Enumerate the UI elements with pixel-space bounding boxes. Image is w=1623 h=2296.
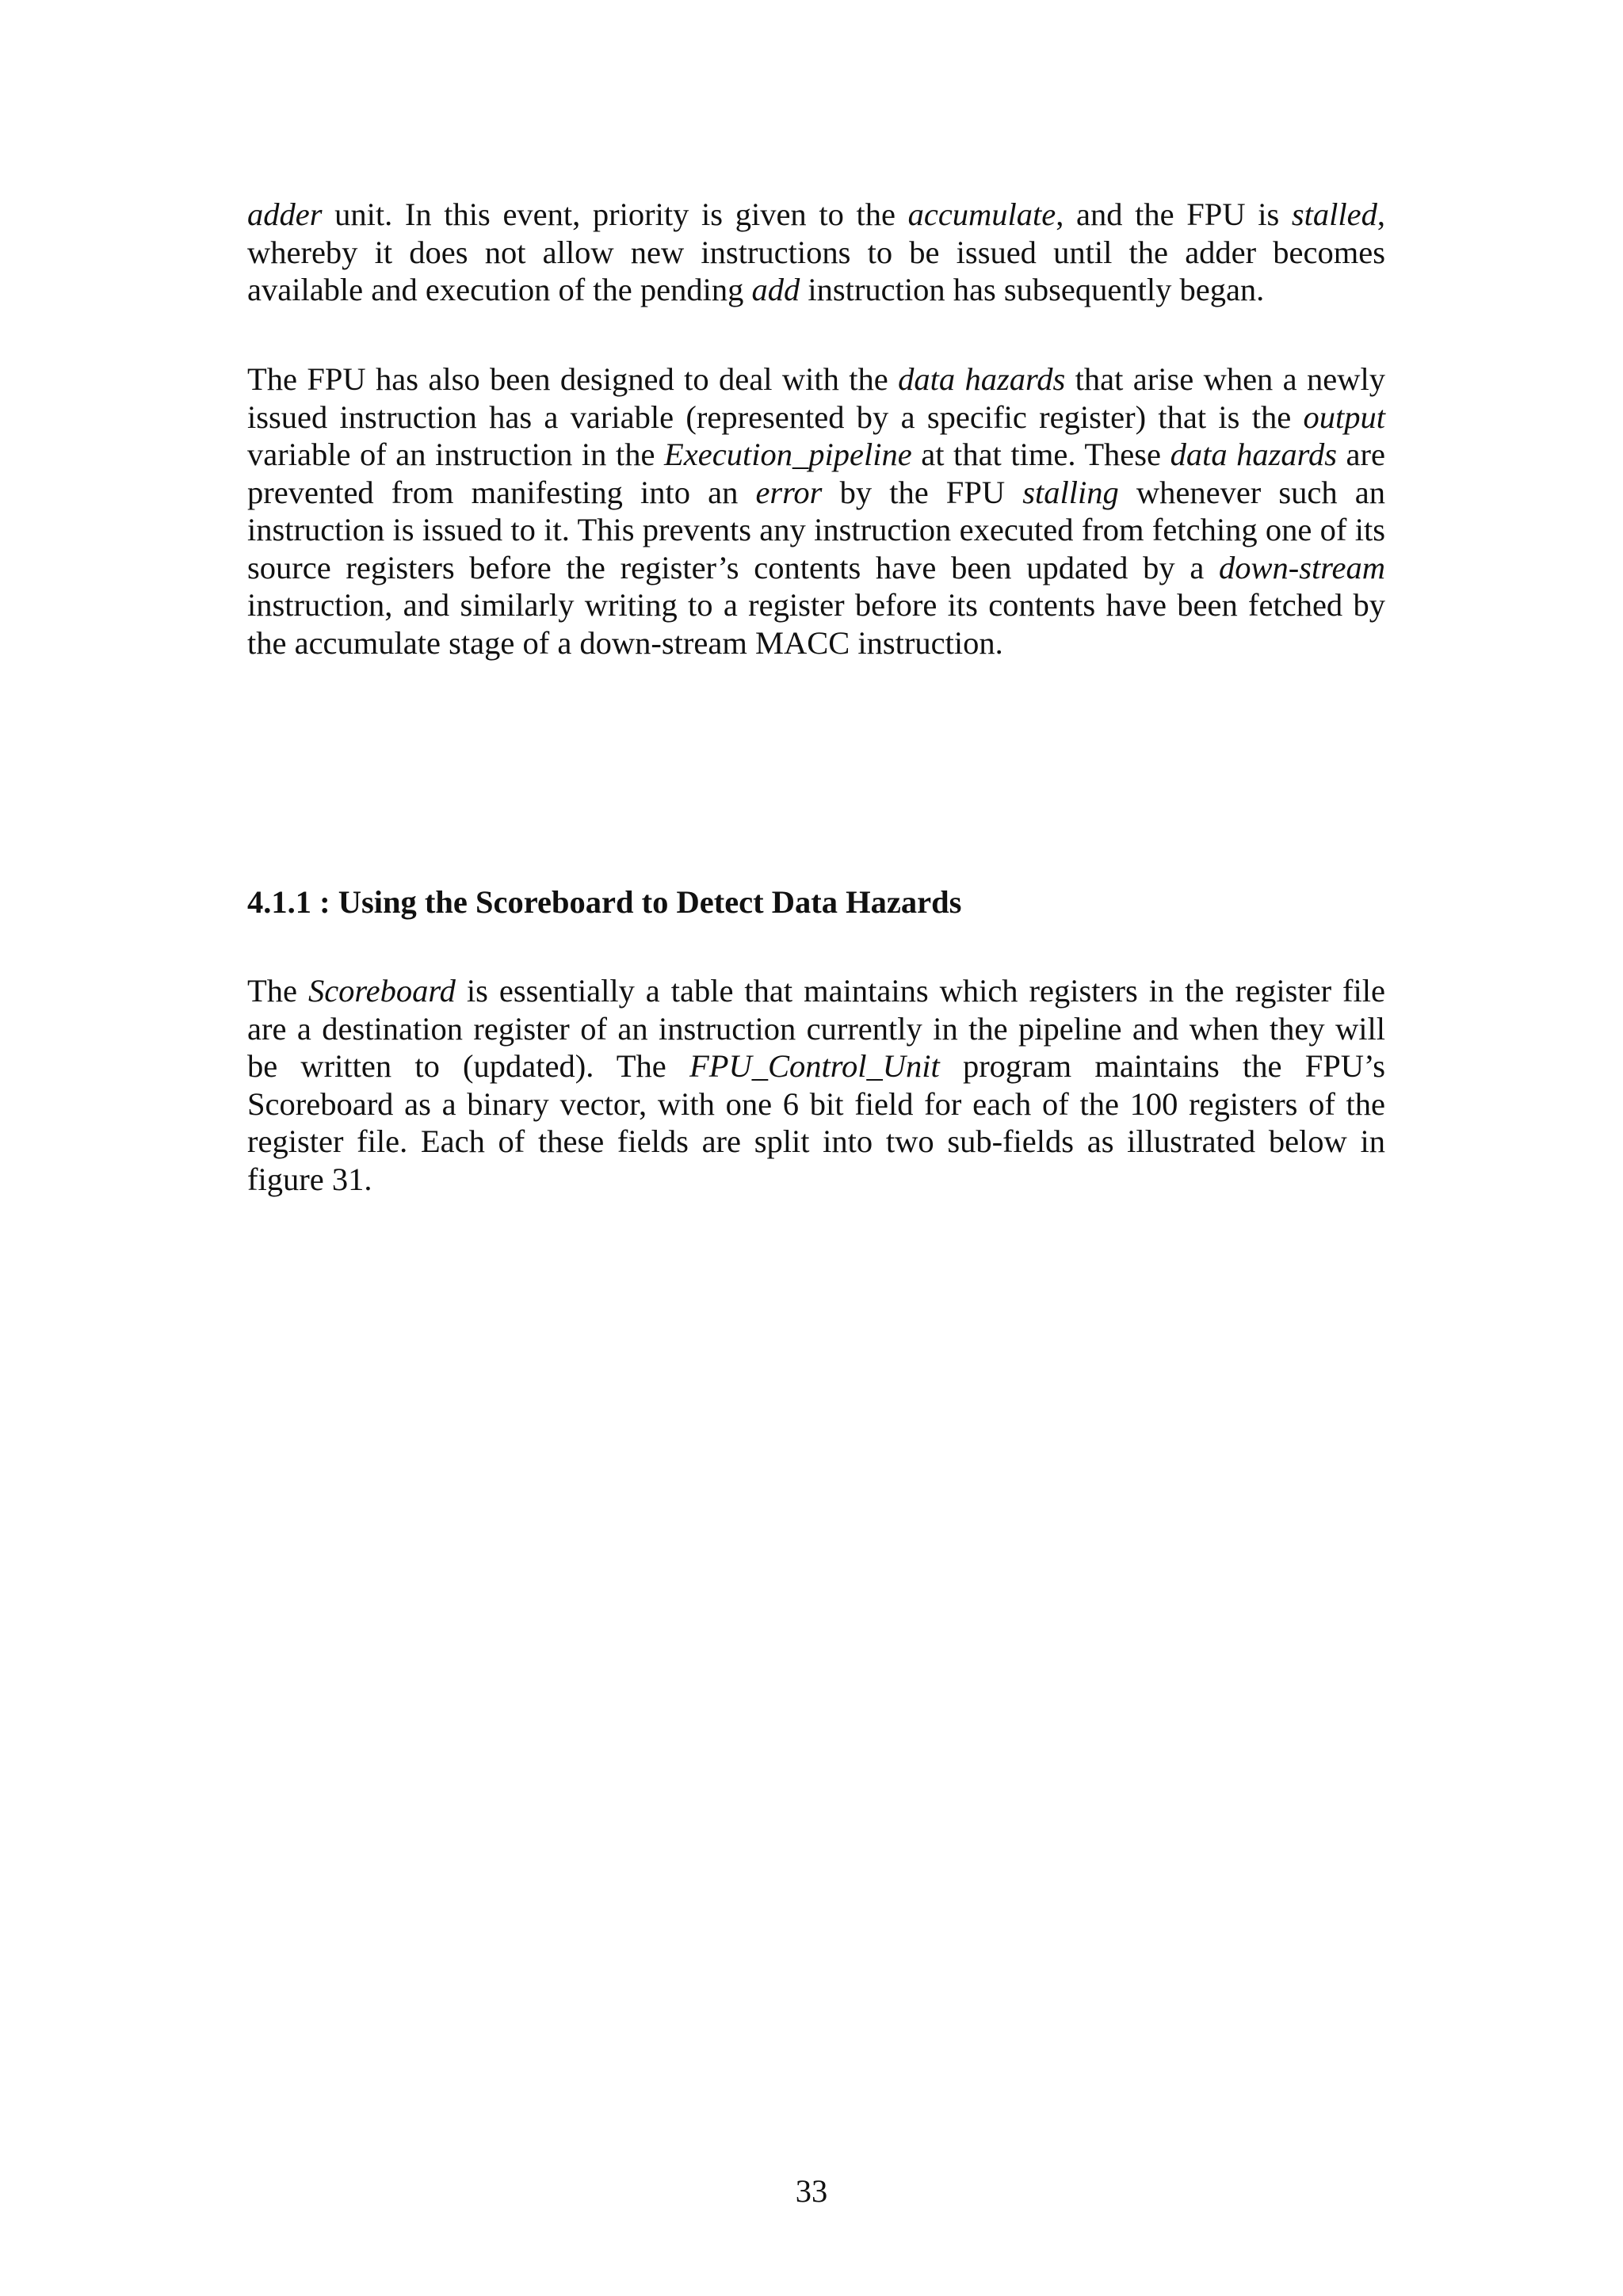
emphasis-add: add xyxy=(751,272,800,307)
emphasis-output: output xyxy=(1303,399,1385,435)
emphasis-error: error xyxy=(755,474,823,510)
text-run: is essentially a table that maintains which registers in the register file are a destination register of an instruction currently in the pipeline and when they will be written to (updated). The xyxy=(247,973,1385,1084)
text-run: The xyxy=(247,973,308,1009)
text-run: program maintains the FPU’s Scoreboard as a binary vector, with one 6 bit field for each of the 100 registers of the register file. Each of these fields are split into two sub-fields as illustrated below in figure 31. xyxy=(247,1048,1386,1197)
text-run: instruction, and similarly writing to a register before its contents have been fetched by the accumulate stage of a down-stream MACC instruction. xyxy=(247,587,1385,661)
text-run: whenever such an instruction is issued to it. This prevents any instruction executed from fetching one of its source registers before the register’s contents have been updated by a xyxy=(247,474,1385,585)
emphasis-data-hazards: data hazards xyxy=(1170,437,1337,472)
paragraph-scoreboard xyxy=(247,972,1385,1198)
text-run: The FPU has also been designed to deal with the xyxy=(247,361,899,397)
emphasis-data-hazards: data hazards xyxy=(898,361,1066,397)
text-run: at that time. These xyxy=(911,437,1170,472)
section-heading: 4.1.1 : Using the Scoreboard to Detect Data Hazards xyxy=(247,884,962,920)
paragraph-fpu-stall xyxy=(247,196,1385,309)
emphasis-accumulate: accumulate xyxy=(907,196,1056,232)
text-run: , and the FPU is xyxy=(1056,196,1292,232)
page-number: 33 xyxy=(795,2173,828,2209)
emphasis-stalled: stalled xyxy=(1291,196,1377,232)
text-run: are prevented from manifesting into an xyxy=(247,437,1385,510)
emphasis-fpu-control-unit: FPU_Control_Unit xyxy=(689,1048,940,1084)
text-run: variable of an instruction in the xyxy=(247,437,665,472)
text-run: that arise when a newly issued instruction has a variable (represented by a specific register) that is the xyxy=(247,361,1385,435)
emphasis-adder: adder xyxy=(247,196,323,232)
text-run: , whereby it does not allow new instructions to be issued until the adder becomes available and execution of the pending xyxy=(247,196,1386,307)
paragraph-data-hazards xyxy=(247,360,1385,662)
emphasis-execution-pipeline: Execution_pipeline xyxy=(664,437,912,472)
emphasis-scoreboard: Scoreboard xyxy=(307,973,456,1009)
text-run: by the FPU xyxy=(822,474,1023,510)
text-run: instruction has subsequently began. xyxy=(800,272,1265,307)
text-run: unit. In this event, priority is given to the xyxy=(322,196,908,232)
emphasis-down-stream: down-stream xyxy=(1219,549,1385,585)
emphasis-stalling: stalling xyxy=(1022,474,1119,510)
